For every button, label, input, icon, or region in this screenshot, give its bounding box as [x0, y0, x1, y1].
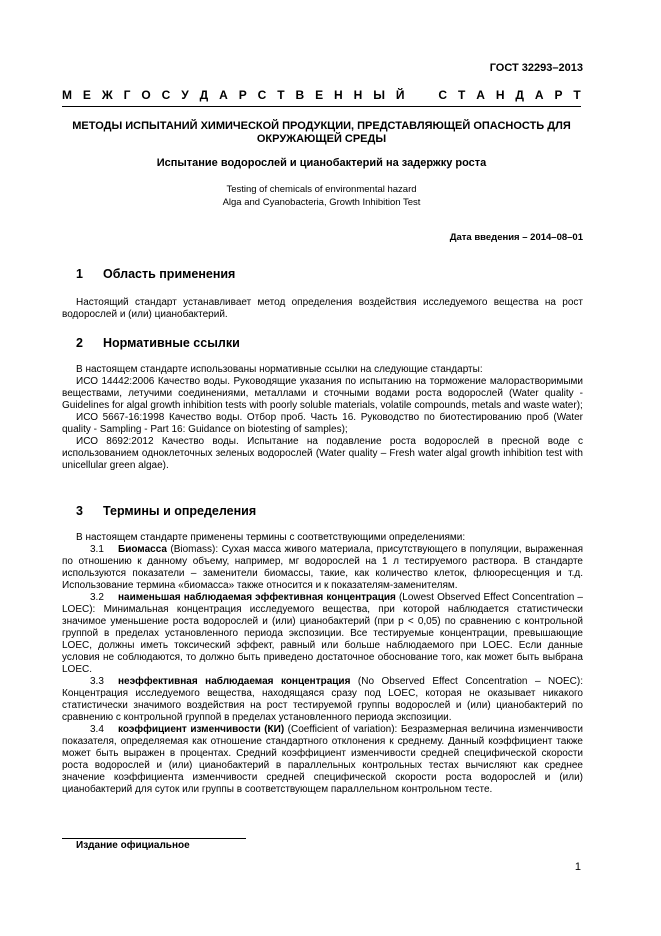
heading-letter: В [295, 88, 305, 102]
section-3-body [62, 532, 583, 796]
heading-letter: С [438, 88, 448, 102]
paragraph: В настоящем стандарте использованы нормативные ссылки на следующие стандарты: [76, 364, 483, 375]
definition-term: наименьшая наблюдаемая эффективная концентрация [118, 592, 396, 603]
definition-number: 3.1 [90, 544, 104, 555]
heading-gap [415, 88, 427, 102]
heading-letter: Н [495, 88, 505, 102]
heading-letter: А [476, 88, 485, 102]
introduction-date: Дата введения – 2014–08–01 [449, 232, 583, 243]
section-number: 1 [76, 267, 83, 281]
heading-letter: С [257, 88, 267, 102]
section-2-heading [76, 336, 240, 350]
definition-3-4 [62, 724, 583, 796]
interstate-standard-heading [62, 88, 581, 102]
heading-letter: Т [573, 88, 581, 102]
heading-letter: Д [199, 88, 209, 102]
section-3-heading [76, 504, 256, 518]
definition-text: (Biomass): Сухая масса живого материала, присутствующего в популяции, выраженная по отношению к данному объему, например, мг водорослей на 1 л тестируемого раствора. В стандарте используются показатели – заменители биомассы, такие, как количество клеток, флюоресценция и т.д. Использование термина «биомасса» также относится и к показателям-заменителям. [62, 544, 583, 591]
section-number: 2 [76, 336, 83, 350]
footer-rule [62, 838, 246, 839]
definition-3-2 [62, 592, 583, 676]
section-2-body [62, 364, 583, 472]
paragraph: В настоящем стандарте применены термины с соответствующими определениями: [76, 532, 466, 543]
heading-letter: Д [515, 88, 524, 102]
title-line-1: МЕТОДЫ ИСПЫТАНИЙ ХИМИЧЕСКОЙ ПРОДУКЦИИ, ПРЕДСТАВЛЯЮЩЕЙ ОПАСНОСТЬ ДЛЯ [72, 120, 571, 132]
definition-text: (No Observed Effect Concentration – NOEC): Концентрация исследуемого вещества, находящаяся сразу под LOEC, которая не оказывает никакого статистически значимого воздействия на рост тестируемой группы водорослей и (или) цианобактерий по сравнению с контрольной группой в пределах установленного периода экспозиции. [62, 676, 583, 723]
section-title: Термины и определения [103, 504, 257, 518]
paragraph: Настоящий стандарт устанавливает метод определения воздействия исследуемого вещества на рост водорослей и (или) цианобактерий. [62, 297, 583, 320]
heading-letter: М [62, 88, 72, 102]
heading-letter: Т [277, 88, 285, 102]
heading-letter: Е [82, 88, 91, 102]
definition-number: 3.4 [90, 724, 104, 735]
title-line-2: ОКРУЖАЮЩЕЙ СРЕДЫ [256, 133, 387, 145]
heading-letter: Н [353, 88, 363, 102]
heading-letter: О [141, 88, 151, 102]
definition-3-1 [62, 544, 583, 592]
section-1-heading [76, 267, 235, 281]
heading-letter: Н [334, 88, 343, 102]
definition-text: (Lowest Observed Effect Concentration – LOEC): Минимальная концентрация исследуемого вещества, при которой наблюдается статистически значимое уменьшение роста водорослей и (или) цианобактерий (при p < 0,05) по сравнению с контрольной группой в пределах установленного периода экспозиции. Все тестируемые концентрации, превышающие LOEC, должны иметь токсический эффект, равный или больше наблюдаемого при LOEC. Если данные условия не соблюдаются, то должно быть приведено достаточное обоснование того, как может быть выбрана LOEC. [62, 592, 583, 675]
section-title: Область применения [103, 267, 236, 281]
document-title [62, 120, 581, 146]
document-subtitle: Испытание водорослей и цианобактерий на задержку роста [156, 157, 487, 169]
heading-letter: Г [123, 88, 131, 102]
english-title-line-1: Testing of chemicals of environmental hazard [226, 184, 417, 195]
heading-letter: Р [238, 88, 247, 102]
definition-term: коэффициент изменчивости (КИ) [118, 724, 285, 735]
english-title-line-2: Alga and Cyanobacteria, Growth Inhibition Test [222, 197, 421, 208]
page-number: 1 [574, 861, 581, 873]
heading-letter: Ы [373, 88, 385, 102]
definition-number: 3.2 [90, 592, 104, 603]
section-1-body [62, 297, 583, 321]
paragraph: ИСО 14442:2006 Качество воды. Руководящие указания по испытанию на торможение малорастворимыми веществами, летучими соединениями, металлами и сточными водами роста водорослей (Water quality - Guidelines for algal growth inhibition tests with poorly soluble materials, volatile compounds, metals and waste water); [62, 376, 583, 411]
definition-term: Биомасса [118, 544, 167, 555]
header-rule [62, 106, 581, 107]
heading-letter: У [181, 88, 189, 102]
paragraph: ИСО 8692:2012 Качество воды. Испытание на подавление роста водорослей в пресной воде с использованием одноклеточных зеленых водорослей (Water quality – Fresh water algal growth inhibition test with unicellular green algae). [62, 436, 583, 471]
definition-number: 3.3 [90, 676, 104, 687]
heading-letter: Р [554, 88, 563, 102]
definition-text: (Coefficient of variation): Безразмерная величина изменчивости показателя, определяемая как отношение стандартного отклонения к среднему. Данный коэффициент также может быть выражен в процентах. Средний коэффициент изменчивости средней специфической скорости роста водорослей и (или) цианобактерий в параллельных контрольных тестах вычисляют как среднее значение коэффициента изменчивости средней специфической скорости роста водорослей и (или) цианобактерий для суток или группы в соответствующем параллельном контрольном тесте. [62, 724, 583, 795]
heading-letter: Й [395, 88, 405, 102]
definition-term: неэффективная наблюдаемая концентрация [118, 676, 351, 687]
section-title: Нормативные ссылки [103, 336, 240, 350]
section-number: 3 [76, 504, 83, 518]
heading-letter: С [161, 88, 171, 102]
heading-letter: А [534, 88, 544, 102]
heading-letter: Ж [101, 88, 113, 102]
heading-letter: А [219, 88, 228, 102]
heading-letter: Т [457, 88, 466, 102]
standard-code: ГОСТ 32293–2013 [489, 62, 583, 74]
english-title [62, 183, 581, 209]
official-edition-note: Издание официальное [76, 840, 190, 851]
definition-3-3 [62, 676, 583, 724]
paragraph: ИСО 5667-16:1998 Качество воды. Отбор проб. Часть 16. Руководство по биотестированию проб (Water quality - Sampling - Part 16: Guidance on biotesting of samples); [62, 412, 583, 435]
heading-letter: Е [315, 88, 324, 102]
